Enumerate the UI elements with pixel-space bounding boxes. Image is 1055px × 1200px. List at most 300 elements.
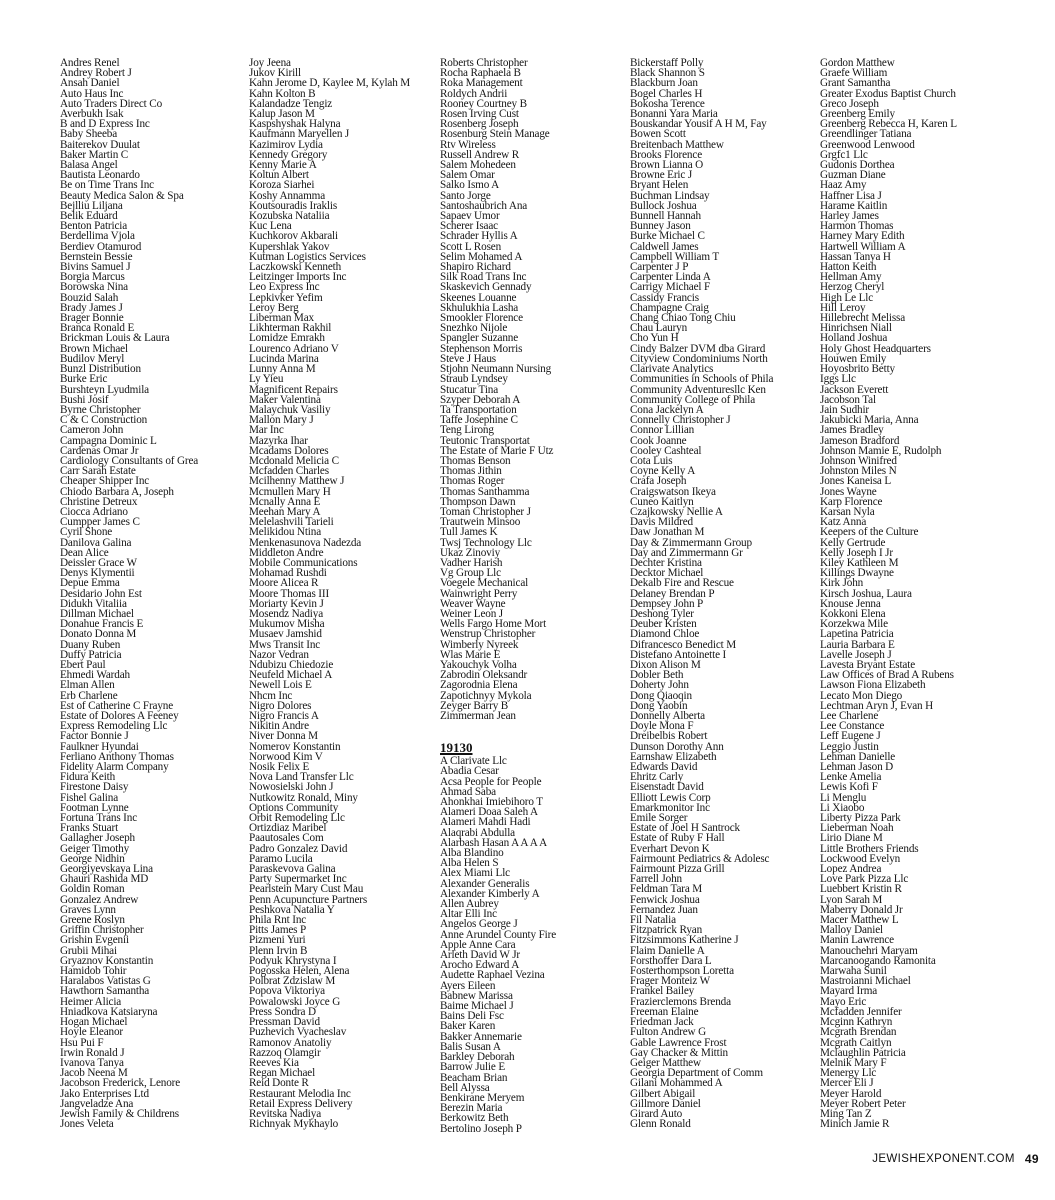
list-item: Bivins Samuel J [60,261,131,274]
list-item: Connelly Christopher J [630,414,731,427]
list-item: Express Remodeling Llc [60,720,168,733]
list-item: Dong Qiaoqin [630,689,692,702]
list-item: Carr Sarah Estate [60,465,136,478]
list-item: Magnificent Repairs [249,383,338,396]
list-item: Mcginn Kathryn [820,1016,893,1029]
list-item: Likhterman Rakhil [249,322,332,335]
list-item: B and D Express Inc [60,118,150,131]
list-item: Lopez Andrea [820,863,882,876]
list-item: Cota Luis [630,454,673,467]
list-item: Alba Helen S [440,857,499,870]
list-item: Lehman Jason D [820,761,894,774]
list-item: Ndubizu Chiedozie [249,658,334,671]
list-item: Stucatur Tina [440,383,499,396]
list-item: Berkowitz Beth [440,1112,509,1125]
list-item: Kirsch Joshua, Laura [820,587,912,600]
list-item: Chau Lauryn [630,322,688,335]
list-item: Fernandez Juan [630,903,698,916]
list-item: Baiterekov Duulat [60,138,140,151]
list-item: Bullock Joshua [630,199,697,212]
list-item: Emile Sorger [630,812,688,825]
list-item: Alexander Generalis [440,877,530,890]
list-item: Rooney Courtney B [440,97,527,110]
list-item: Minich Jamie R [820,1118,890,1131]
list-item: Carpenter Linda A [630,271,711,284]
list-item: Killings Dwayne [820,567,894,580]
directory-column-1 [60,58,250,1129]
list-item: Borowska Nina [60,281,128,294]
list-item: Chang Chiao Tong Chiu [630,312,736,325]
list-item: Options Community [249,801,339,814]
list-item: Lawson Fiona Elizabeth [820,679,926,692]
list-item: Ramonov Anatoliy [249,1036,332,1049]
list-item: Karsan Nyla [820,505,875,518]
list-item: Crafa Joseph [630,475,687,488]
list-item: Pressman David [249,1016,320,1029]
list-item: Ta Transportation [440,403,517,416]
list-item: Chiodo Barbara A, Joseph [60,485,174,498]
list-item: Snezhko Nijole [440,322,508,335]
list-item: Cook Joanne [630,434,687,447]
list-item: Grant Samantha [820,77,891,90]
list-item: Georgiyevskaya Lina [60,863,153,876]
list-item: Grubii Mihai [60,944,117,957]
list-item: Everhart Devon K [630,842,710,855]
list-item: Kaspshyshak Halyna [249,118,341,131]
list-item: Elman Allen [60,679,115,692]
list-item: Glenn Ronald [630,1118,691,1131]
list-item: Revitska Nadiya [249,1107,322,1120]
list-item: Barkley Deborah [440,1051,515,1064]
list-item: Baker Karen [440,1020,496,1033]
list-item: Angelos George J [440,918,518,931]
list-item: Averbukh Isak [60,108,124,121]
list-item: Johnston Miles N [820,465,897,478]
list-item: Berdiev Otamurod [60,240,142,253]
list-item: Salko Ismo A [440,179,500,192]
list-item: Paramo Lucila [249,852,313,865]
list-item: Pitts James P [249,924,307,937]
list-item: Diamond Chloe [630,628,700,641]
list-item: Brager Bonnie [60,312,124,325]
list-item: Smookler Florence [440,312,523,325]
list-item: Schrader Hyllis A [440,230,518,243]
list-item: Gudonis Dorthea [820,159,895,172]
list-item: Meyer Robert Peter [820,1097,906,1110]
list-item: Pogosska Helen, Alena [249,965,350,978]
list-item: Nikitin Andre [249,720,309,733]
list-item: Lunny Anna M [249,363,316,376]
list-item: Belik Eduard [60,210,118,223]
list-item: Nowosielski John J [249,781,334,794]
list-item: Arleth David W Jr [440,949,520,962]
list-item: Lecato Mon Diego [820,689,903,702]
list-item: Lauria Barbara E [820,638,895,651]
list-item: Dillman Michael [60,607,134,620]
list-item: Graefe William [820,67,888,80]
list-item: Voegele Mechanical [440,577,529,590]
list-item: Bryant Helen [630,179,689,192]
list-item: Depue Emma [60,577,120,590]
list-item: Alameri Doaa Saleh A [440,806,538,819]
list-item: Elliott Lewis Corp [630,791,711,804]
list-item: Zabrodin Oleksandr [440,669,528,682]
list-item: Mayard Irma [820,985,878,998]
list-item: Donahue Francis E [60,618,144,631]
list-item: Kokkoni Elena [820,607,886,620]
list-item: Norwood Kim V [249,750,323,763]
list-item: Jacobson Tal [820,393,876,406]
list-item: Bejlliu Liljana [60,199,123,212]
list-item: Hoyosbrito Betty [820,363,895,376]
list-item: Georgia Department of Comm [630,1067,763,1080]
list-item: Szyper Deborah A [440,393,521,406]
list-item: Newell Lois E [249,679,312,692]
list-item: Cho Yun H [630,332,679,345]
list-item: Greater Exodus Baptist Church [820,87,956,100]
list-item: Ehmedi Wardah [60,669,130,682]
list-item: Eisenstadt David [630,781,704,794]
list-item: Deissler Grace W [60,556,137,569]
list-item: Byrne Christopher [60,403,141,416]
list-item: Difrancesco Benedict M [630,638,737,651]
list-item: Rosenberg Joseph [440,118,519,131]
list-item: Estate of Ruby F Hall [630,832,725,845]
list-item: Razzoq Olamgir [249,1046,321,1059]
list-item: Ukaz Zinoviy [440,546,501,559]
list-item: Meyer Harold [820,1087,882,1100]
list-item: Kennedy Gregory [249,148,328,161]
list-item: Bowen Scott [630,128,686,141]
list-item: Polbrat Zdzislaw M [249,975,336,988]
list-item: Duffy Patricia [60,648,122,661]
list-item: Bains Deli Fsc [440,1010,504,1023]
list-item: Bouzid Salah [60,291,119,304]
list-item: Andres Renel [60,57,120,69]
list-item: Carpenter J P [630,261,689,274]
list-item: Greenwood Lenwood [820,138,915,151]
list-item: Communities in Schools of Phila [630,373,774,386]
list-item: Laczkowski Kenneth [249,261,342,274]
list-item: Sapaev Umor [440,210,500,223]
list-item: Kazimirov Lydia [249,138,323,151]
list-item: Fidura Keith [60,771,116,784]
list-item: Dong Yaobin [630,699,688,712]
list-item: Kelly Gertrude [820,536,886,549]
list-item: Johnson Winifred [820,454,897,467]
list-item: Budilov Meryl [60,352,125,365]
list-item: Gilbert Abigail [630,1087,696,1100]
list-item: Fairmount Pizza Grill [630,863,725,876]
list-item: Mcgrath Caitlyn [820,1036,892,1049]
list-item: Phila Rnt Inc [249,914,307,927]
list-item: Dean Alice [60,546,109,559]
list-item: Cameron John [60,424,124,437]
list-item: Lockwood Evelyn [820,852,901,865]
list-item: Daw Jonathan M [630,526,705,539]
list-item: Deuber Kristen [630,618,697,631]
list-item: Earnshaw Elizabeth [630,750,717,763]
list-item: Knouse Jenna [820,597,881,610]
list-item: Baime Michael J [440,1000,514,1013]
list-item: Keepers of the Culture [820,526,919,539]
list-item: Haaz Amy [820,179,867,192]
list-item: Selim Mohamed A [440,250,523,263]
list-item: Greene Roslyn [60,914,125,927]
list-item: Berezin Maria [440,1102,503,1115]
list-item: Apple Anne Cara [440,938,516,951]
list-item: Kalandadze Tengiz [249,97,333,110]
list-item: Bickerstaff Polly [630,57,704,69]
list-item: Christine Detreux [60,495,138,508]
list-item: Roberts Christopher [440,57,528,69]
list-item: Borgia Marcus [60,271,125,284]
list-item: Kenny Marie A [249,159,317,172]
list-item: Harney Mary Edith [820,230,905,243]
list-item: Audette Raphael Vezina [440,969,545,982]
list-item: Feldman Tara M [630,883,703,896]
list-item: Frankel Bailey [630,985,695,998]
list-item: Hsu Pui F [60,1036,104,1049]
list-item: Auto Haus Inc [60,87,124,100]
list-item: Greenberg Emily [820,108,895,121]
list-item: Roka Management [440,77,523,90]
list-item: Manouchehri Maryam [820,944,918,957]
list-item: Frazierclemons Brenda [630,995,731,1008]
list-item: Press Sondra D [249,1005,316,1018]
list-item: Mercer Eli J [820,1077,874,1090]
list-item: Campbell William T [630,250,720,263]
list-item: Leggio Justin [820,740,879,753]
list-item: Desidario John Est [60,587,142,600]
list-item: Grgfc1 Llc [820,148,868,161]
list-item: Nazor Vedran [249,648,309,661]
list-item: Neufeld Michael A [249,669,333,682]
list-item: Thomas Santhamma [440,485,530,498]
list-item: Hill Leroy [820,301,866,314]
list-item: Koltun Albert [249,169,309,182]
list-item: Bunzl Distribution [60,363,141,376]
directory-column-5 [820,58,1010,1129]
list-item: Koroza Siarhei [249,179,315,192]
list-item: Bautista Leonardo [60,169,140,182]
list-item: Kiley Kathleen M [820,556,899,569]
list-item: Lomidze Emrakh [249,332,325,345]
list-item: Gillmore Daniel [630,1097,701,1110]
list-item: Franks Stuart [60,822,119,835]
list-item: Powalowski Joyce G [249,995,341,1008]
list-item: Hoyle Eleanor [60,1026,123,1039]
list-item: Donnelly Alberta [630,710,705,722]
list-item: Bernstein Bessie [60,250,133,263]
list-item: Nhcm Inc [249,689,293,702]
list-item: Jacobson Frederick, Lenore [60,1077,181,1090]
list-item: George Nidhin [60,852,125,865]
list-item: Fitzpatrick Ryan [630,924,703,937]
list-item: Stephenson Morris [440,342,523,355]
list-item: Lehman Danielle [820,750,896,763]
list-item: Emarkmonitor Inc [630,801,710,814]
list-item: Goldin Roman [60,883,125,896]
list-item: Kalup Jason M [249,108,315,121]
list-item: Cassidy Francis [630,291,699,304]
list-item: Deshong Tyler [630,607,694,620]
list-item: Brickman Louis & Laura [60,332,170,345]
list-item: Teng Lirong [440,424,494,437]
list-item: Hellman Amy [820,271,882,284]
list-item: Andrey Robert J [60,67,132,80]
list-item: Bunnell Hannah [630,210,701,223]
list-item: Joy Jeena [249,57,291,69]
list-item: Abadia Cesar [440,765,499,778]
list-item: Branca Ronald E [60,322,135,335]
list-item: Paautosales Com [249,832,324,845]
list-item: Peshkova Natalia Y [249,903,335,916]
list-item: Lirio Diane M [820,832,883,845]
list-item: Jakubicki Maria, Anna [820,414,919,427]
list-item: Menergy Llc [820,1067,877,1080]
list-item: Niver Donna M [249,730,318,743]
list-item: Hartwell William A [820,240,906,253]
list-item: Day and Zimmermann Gr [630,546,743,559]
list-item: Jangveladze Ana [60,1097,134,1110]
list-item: Gryaznov Konstantin [60,954,154,967]
list-item: Mallon Mary J [249,414,314,427]
list-item: Brady James J [60,301,123,314]
list-item: Melikidou Ntina [249,526,322,539]
list-item: Weaver Wayne [440,597,506,610]
list-item: Baby Sheeba [60,128,118,141]
list-item: Benton Patricia [60,220,128,233]
list-item: Hinrichsen Niall [820,322,892,335]
list-item: Alameri Mahdi Hadi [440,816,531,829]
list-item: Maberry Donald Jr [820,903,903,916]
list-item: Holy Ghost Headquarters [820,342,931,355]
list-item: Czajkowsky Nellie A [630,505,723,518]
list-item: Breitenbach Matthew [630,138,724,151]
list-item: Shapiro Richard [440,261,511,274]
list-item: Musaev Jamshid [249,628,322,641]
list-item: Mukumov Misha [249,618,325,631]
list-item: Thomas Roger [440,475,505,488]
list-item: Jacob Neena M [60,1067,128,1080]
list-item: Lucinda Marina [249,352,319,365]
list-item: Scherer Isaac [440,220,498,233]
list-item: Melnik Mary F [820,1056,887,1069]
list-item: Griffin Christopher [60,924,144,937]
list-item: Mayo Eric [820,995,867,1008]
list-item: Kuchkorov Akbarali [249,230,338,243]
list-item: Dempsey John P [630,597,704,610]
list-item: Dechter Kristina [630,556,702,569]
list-item: Law Offices of Brad A Rubens [820,669,954,682]
list-item: Jameson Bradford [820,434,900,447]
list-item: Bunney Jason [630,220,691,233]
list-item: Hassan Tanya H [820,250,891,263]
list-item: Salem Omar [440,169,495,182]
list-item: Bakker Annemarie [440,1030,522,1043]
list-item: Distefano Antoinette I [630,648,727,661]
list-item: Cyril Shone [60,526,113,539]
list-item: Herzog Cheryl [820,281,885,294]
list-item: Leff Eugene J [820,730,881,743]
list-item: Little Brothers Friends [820,842,919,855]
list-item: Donato Donna M [60,628,137,641]
list-item: Jewish Family & Childrens [60,1107,180,1120]
list-item: Denys Klymentii [60,567,135,580]
list-item: Greendlinger Tatiana [820,128,912,141]
list-item: Malloy Daniel [820,924,883,937]
list-item: Jackson Everett [820,383,889,396]
list-item: Koshy Annamma [249,189,326,202]
list-item: Marcanoogando Ramonita [820,954,936,967]
list-item: Greenberg Rebecca H, Karen L [820,118,957,131]
list-item: Korzekwa Mile [820,618,888,631]
list-item: Fishel Galina [60,791,119,804]
site-name: JEWISHEXPONENT.COM [872,1153,1015,1165]
list-item: Cuneo Kaitlyn [630,495,694,508]
list-item: Hniadkova Katsiaryna [60,1005,158,1018]
list-item: Meehan Mary A [249,505,321,518]
directory-column-2 [249,58,439,1129]
list-item: Party Supermarket Inc [249,873,347,886]
list-item: Harmon Thomas [820,220,894,233]
list-item: Nutkowitz Ronald, Miny [249,791,358,804]
list-item: Alexander Kimberly A [440,887,540,900]
list-item: Ehritz Carly [630,771,684,784]
list-item: Paraskevova Galina [249,863,336,876]
list-item: Kahn Jerome D, Kaylee M, Kylah M [249,77,411,90]
list-item: C & C Construction [60,414,148,427]
list-item: Mcfadden Jennifer [820,1005,902,1018]
list-item: Mastroianni Michael [820,975,911,988]
list-item: Moore Alicea R [249,577,319,590]
list-item: Fairmount Pediatrics & Adolesc [630,852,770,865]
list-item: Tull James K [440,526,498,539]
list-item: James Bradley [820,424,884,437]
list-item: Buchman Lindsay [630,189,710,202]
list-item: Ahmad Saba [440,785,496,798]
list-item: Fidelity Alarm Company [60,761,169,774]
list-item: Graves Lynn [60,903,116,916]
list-item: Twsj Technology Llc [440,536,532,549]
list-item: Estate of Joel H Santrock [630,822,740,835]
list-item: Malaychuk Vasiliy [249,403,331,416]
list-item: Ebert Paul [60,658,106,671]
list-item: Alaqrabi Abdulla [440,826,515,839]
list-item: Kutman Logistics Services [249,250,366,263]
list-item: Fortuna Trans Inc [60,812,138,825]
list-item: Zagorodnia Elena [440,679,518,692]
list-item: Mosendz Nadiya [249,607,324,620]
list-item: Faulkner Hyundai [60,740,139,753]
list-item: Estate of Dolores A Feeney [60,710,179,722]
list-item: Koutsouradis Iraklis [249,199,338,212]
list-item: Bouskandar Yousif A H M, Fay [630,118,767,131]
list-item: Dobler Beth [630,669,684,682]
list-item: Lewis Kofi F [820,781,878,794]
list-item: Luebbert Kristin R [820,883,902,896]
list-item: Liberman Max [249,312,314,325]
list-item: Davis Mildred [630,516,693,529]
list-item: Richnyak Mykhaylo [249,1118,339,1131]
list-item: Factor Bonnie J [60,730,129,743]
list-item: Kirk John [820,577,864,590]
list-item: Skaskevich Gennady [440,281,532,294]
list-item: Dekalb Fire and Rescue [630,577,734,590]
list-item: Bushi Josif [60,393,109,406]
list-item: Baker Martin C [60,148,129,161]
